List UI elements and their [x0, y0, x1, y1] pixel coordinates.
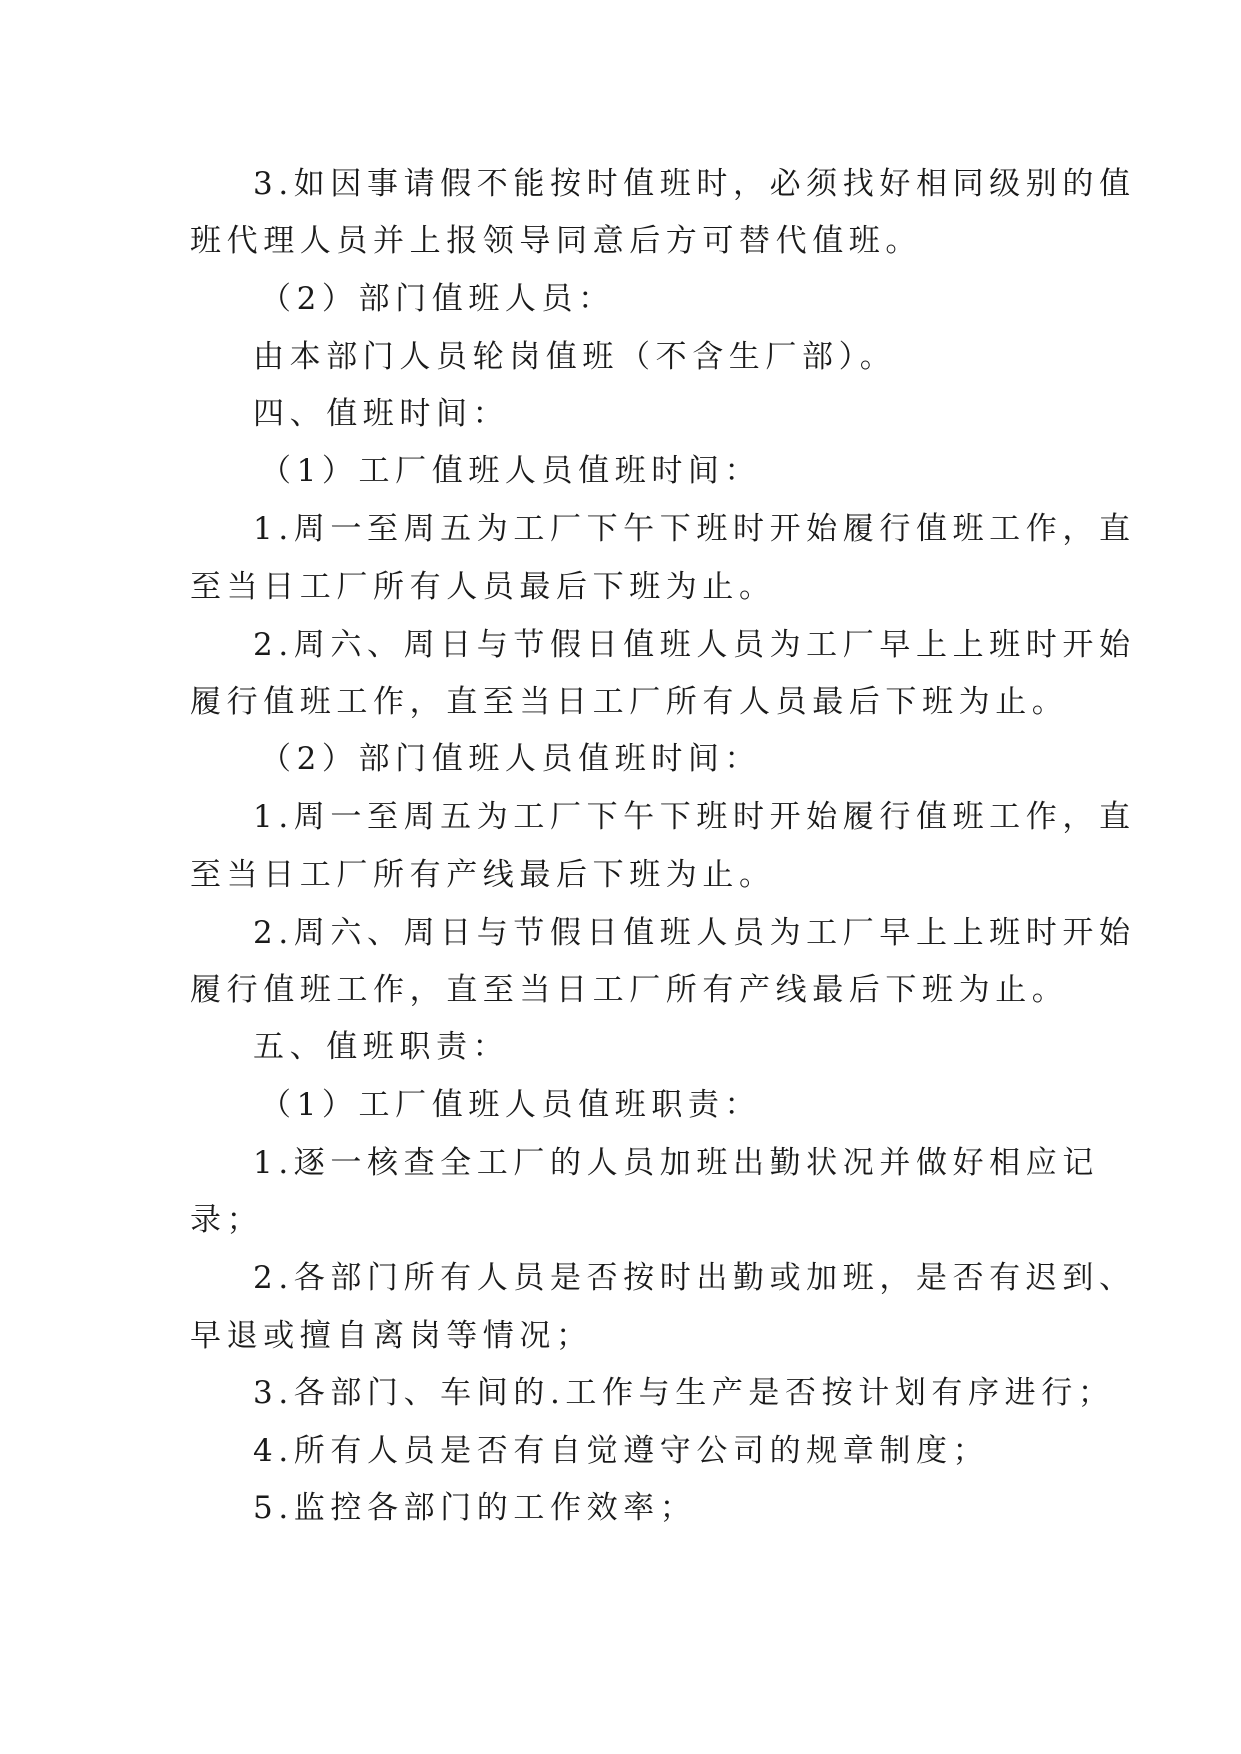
paragraph-line: 2.周六、周日与节假日值班人员为工厂早上上班时开始: [253, 915, 1136, 951]
section-subheading: （1）工厂值班人员值班时间：: [260, 453, 762, 489]
paragraph-line: 至当日工厂所有产线最后下班为止。: [190, 857, 776, 893]
section-subheading: （1）工厂值班人员值班职责：: [260, 1087, 762, 1123]
paragraph-line: 4.所有人员是否有自觉遵守公司的规章制度；: [253, 1433, 990, 1469]
section-heading: 五、值班职责：: [253, 1029, 510, 1065]
paragraph-line: 3.各部门、车间的.工作与生产是否按计划有序进行；: [253, 1375, 1115, 1411]
paragraph-line: 3.如因事请假不能按时值班时，必须找好相同级别的值: [253, 166, 1136, 202]
paragraph-line: 履行值班工作，直至当日工厂所有人员最后下班为止。: [190, 684, 1069, 720]
paragraph-line: 1.周一至周五为工厂下午下班时开始履行值班工作，直: [253, 511, 1136, 547]
paragraph-line: 2.周六、周日与节假日值班人员为工厂早上上班时开始: [253, 627, 1136, 663]
paragraph-line: 1.逐一核查全工厂的人员加班出勤状况并做好相应记: [253, 1145, 1099, 1181]
paragraph-line: 早退或擅自离岗等情况；: [190, 1318, 593, 1354]
section-heading: 四、值班时间：: [253, 396, 510, 432]
section-subheading: （2）部门值班人员：: [260, 281, 615, 317]
paragraph-line: 班代理人员并上报领导同意后方可替代值班。: [190, 223, 922, 259]
paragraph-line: 至当日工厂所有人员最后下班为止。: [190, 569, 776, 605]
section-subheading: （2）部门值班人员值班时间：: [260, 741, 762, 777]
paragraph-line: 履行值班工作，直至当日工厂所有产线最后下班为止。: [190, 972, 1069, 1008]
paragraph-line: 由本部门人员轮岗值班（不含生厂部）。: [253, 339, 897, 375]
paragraph-line: 1.周一至周五为工厂下午下班时开始履行值班工作，直: [253, 799, 1136, 835]
paragraph-line: 2.各部门所有人员是否按时出勤或加班，是否有迟到、: [253, 1260, 1136, 1296]
paragraph-line: 录；: [190, 1202, 264, 1238]
paragraph-line: 5.监控各部门的工作效率；: [253, 1490, 697, 1526]
